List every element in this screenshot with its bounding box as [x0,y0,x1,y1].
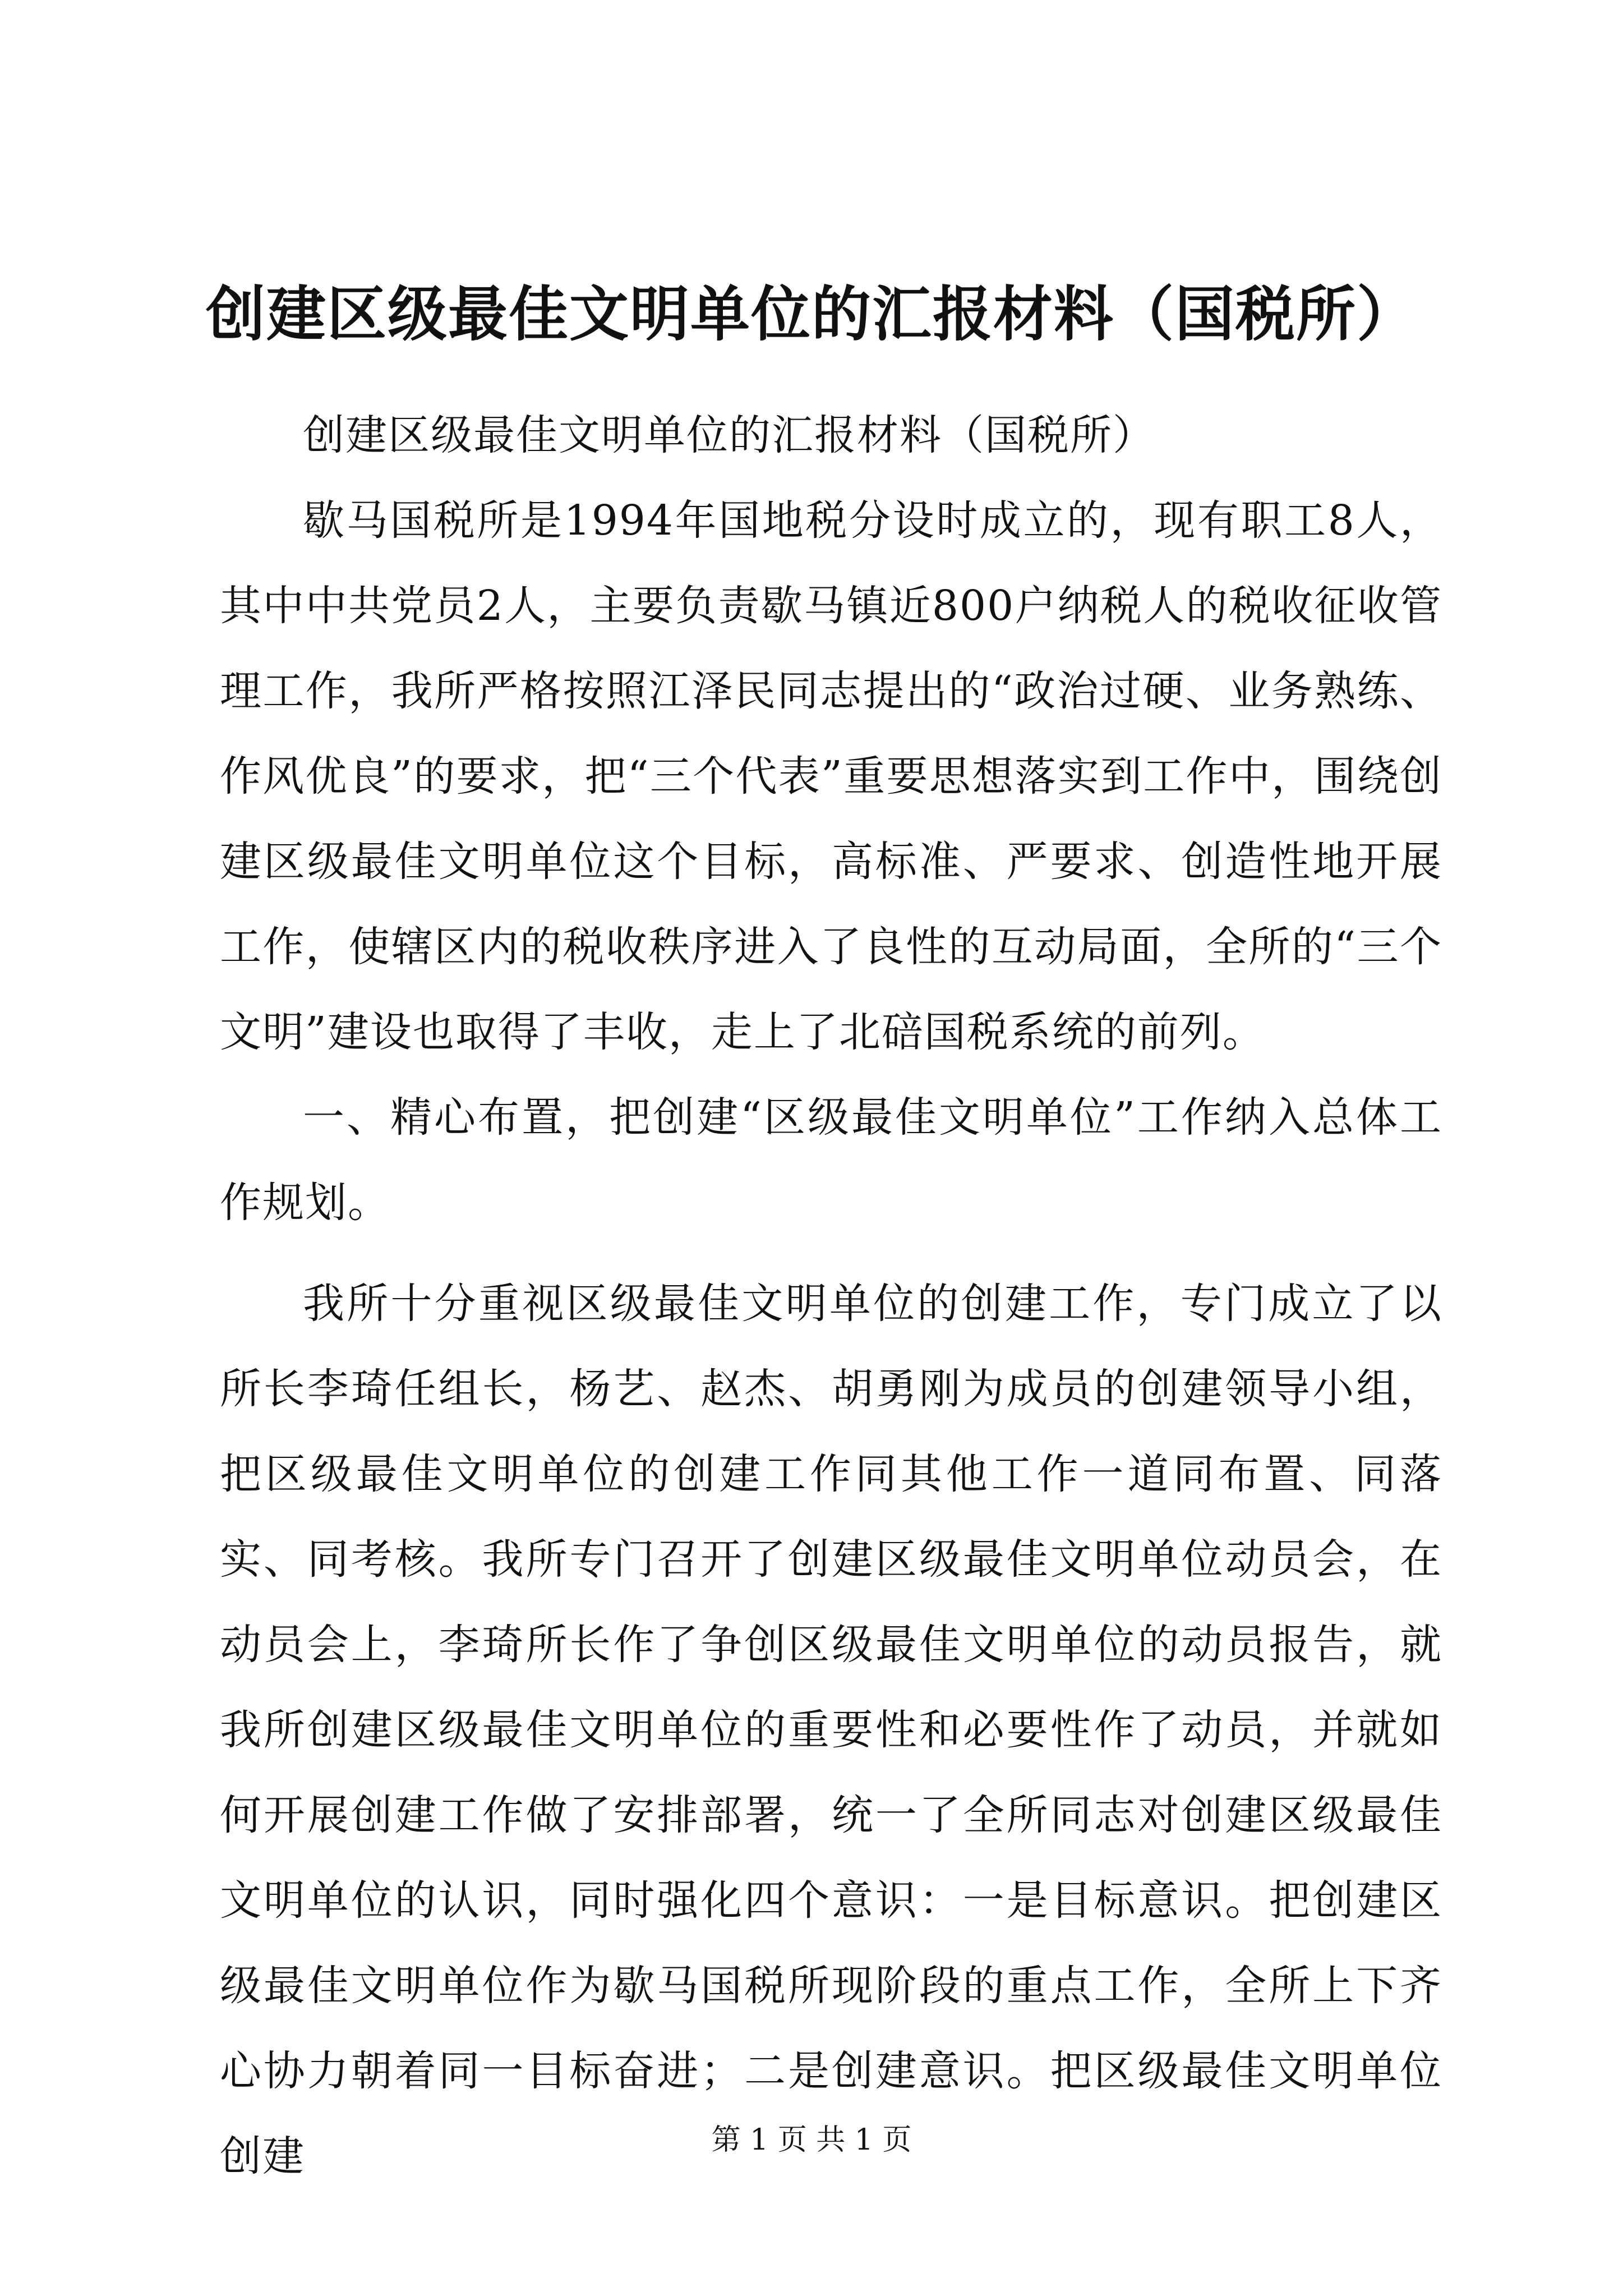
paragraph-intro: 歇马国税所是1994年国地税分设时成立的，现有职工8人，其中中共党员2人，主要负责歇马镇近800户纳税人的税收征收管理工作，我所严格按照江泽民同志提出的“政治过硬、业务熟练、作风优良”的要求，把“三个代表”重要思想落实到工作中，围绕创建区级最佳文明单位这个目标，高标准、严要求、创造性地开展工作，使辖区内的税收秩序进入了良性的互动局面，全所的“三个文明”建设也取得了丰收，走上了北碚国税系统的前列。 [220,496,1442,1056]
section-heading-1: 一、精心布置，把创建“区级最佳文明单位”工作纳入总体工作规划。 [220,1093,1442,1227]
document-body [220,393,1442,2199]
paragraph-section-1: 我所十分重视区级最佳文明单位的创建工作，专门成立了以所长李琦任组长，杨艺、赵杰、胡勇刚为成员的创建领导小组，把区级最佳文明单位的创建工作同其他工作一道同布置、同落实、同考核。我所专门召开了创建区级最佳文明单位动员会，在动员会上，李琦所长作了争创区级最佳文明单位的动员报告，就我所创建区级最佳文明单位的重要性和必要性作了动员，并就如何开展创建工作做了安排部署，统一了全所同志对创建区级最佳文明单位的认识，同时强化四个意识：一是目标意识。把创建区级最佳文明单位作为歇马国税所现阶段的重点工作，全所上下齐心协力朝着同一目标奋进；二是创建意识。把区级最佳文明单位创建 [220,1280,1442,2180]
page-footer: 第 1 页 共 1 页 [711,2123,912,2157]
document-title: 创建区级最佳文明单位的汇报材料（国税所） [206,279,1417,349]
document-subtitle: 创建区级最佳文明单位的汇报材料（国税所） [303,411,1155,459]
